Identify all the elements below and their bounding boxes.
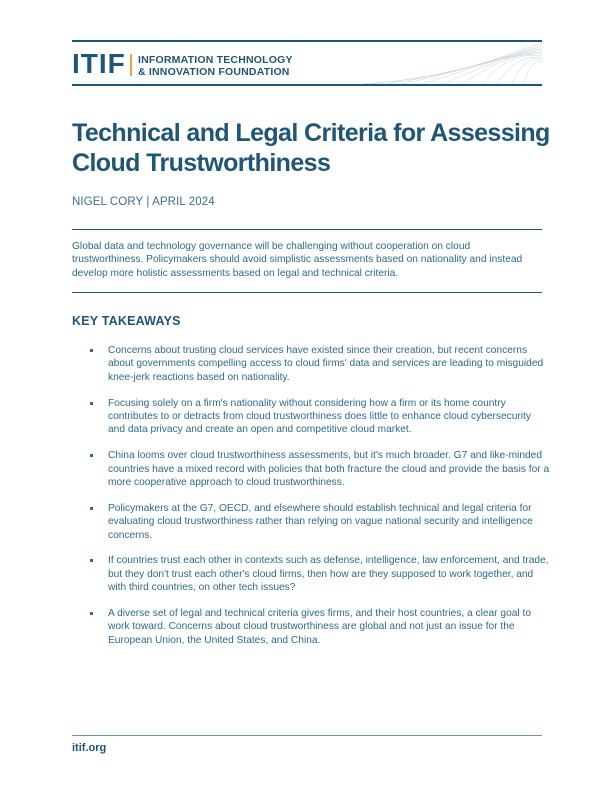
summary-paragraph: Global data and technology governance will be challenging without cooperation on cloud trustworthiness. Policymakers should avoid simplistic assessments based on nationality and instead develop more holistic assessments based on legal and technical criteria. <box>72 241 523 279</box>
header-band <box>72 40 542 84</box>
page-title <box>72 118 552 178</box>
author-date-byline: NIGEL CORY | APRIL 2024 <box>72 196 215 208</box>
list-item <box>88 554 550 594</box>
list-item-text: If countries trust each other in contexts such as defense, intelligence, law enforcement, and trade, but they don't trust each other's cloud firms, then how are they supposed to work together, and with third countries, on other tech issues? <box>108 555 549 594</box>
list-item <box>88 449 550 489</box>
logo-divider <box>130 54 132 76</box>
list-item-text: Focusing solely on a firm's nationality without considering how a firm or its home country contributes to or detracts from cloud trustworthiness does little to enhance cloud cybersecurity and data privacy and create an open and competitive cloud market. <box>108 397 531 436</box>
key-takeaways-heading: KEY TAKEAWAYS <box>72 314 181 328</box>
list-item-text: A diverse set of legal and technical criteria gives firms, and their host countries, a clear goal to work toward. Concerns about cloud trustworthiness are global and not just an issue for the European Union, the United States, and China. <box>108 608 531 646</box>
summary-top-rule <box>72 229 542 230</box>
summary-bottom-rule <box>72 292 542 293</box>
organization-name-line1: INFORMATION TECHNOLOGY <box>138 54 293 66</box>
list-item <box>88 397 550 437</box>
decorative-swoosh-icon <box>342 40 542 84</box>
bullet-square-icon <box>90 612 93 615</box>
organization-name-line2: & INNOVATION FOUNDATION <box>138 66 290 78</box>
page-title-line1: Technical and Legal Criteria for Assessing <box>72 119 550 147</box>
bullet-square-icon <box>90 402 93 405</box>
key-takeaways-list <box>88 344 550 660</box>
footer-rule <box>72 735 542 736</box>
bullet-square-icon <box>90 454 93 457</box>
page-title-line2: Cloud Trustworthiness <box>72 149 331 177</box>
bullet-square-icon <box>90 349 93 352</box>
list-item <box>88 344 550 384</box>
bullet-square-icon <box>90 559 93 562</box>
list-item <box>88 502 550 542</box>
organization-name <box>138 54 293 78</box>
list-item-text: Policymakers at the G7, OECD, and elsewhere should establish technical and legal criteria for evaluating cloud trustworthiness rather than relying on vague national security and intelligence concerns. <box>108 502 533 541</box>
list-item-text: Concerns about trusting cloud services have existed since their creation, but recent concerns about governments compelling access to cloud firms' data and services are leading to misguided knee-jerk reactions based on nationality. <box>108 345 544 383</box>
list-item-text: China looms over cloud trustworthiness assessments, but it's much broader. G7 and like-minded countries have a mixed record with policies that both fracture the cloud and provide the basis for a more cooperative approach to cloud trustworthiness. <box>108 450 550 489</box>
bullet-square-icon <box>90 507 93 510</box>
itif-logo: ITIF <box>72 48 126 79</box>
list-item <box>88 607 550 647</box>
header-bottom-rule <box>72 84 542 86</box>
footer-website-link[interactable]: itif.org <box>72 742 107 754</box>
